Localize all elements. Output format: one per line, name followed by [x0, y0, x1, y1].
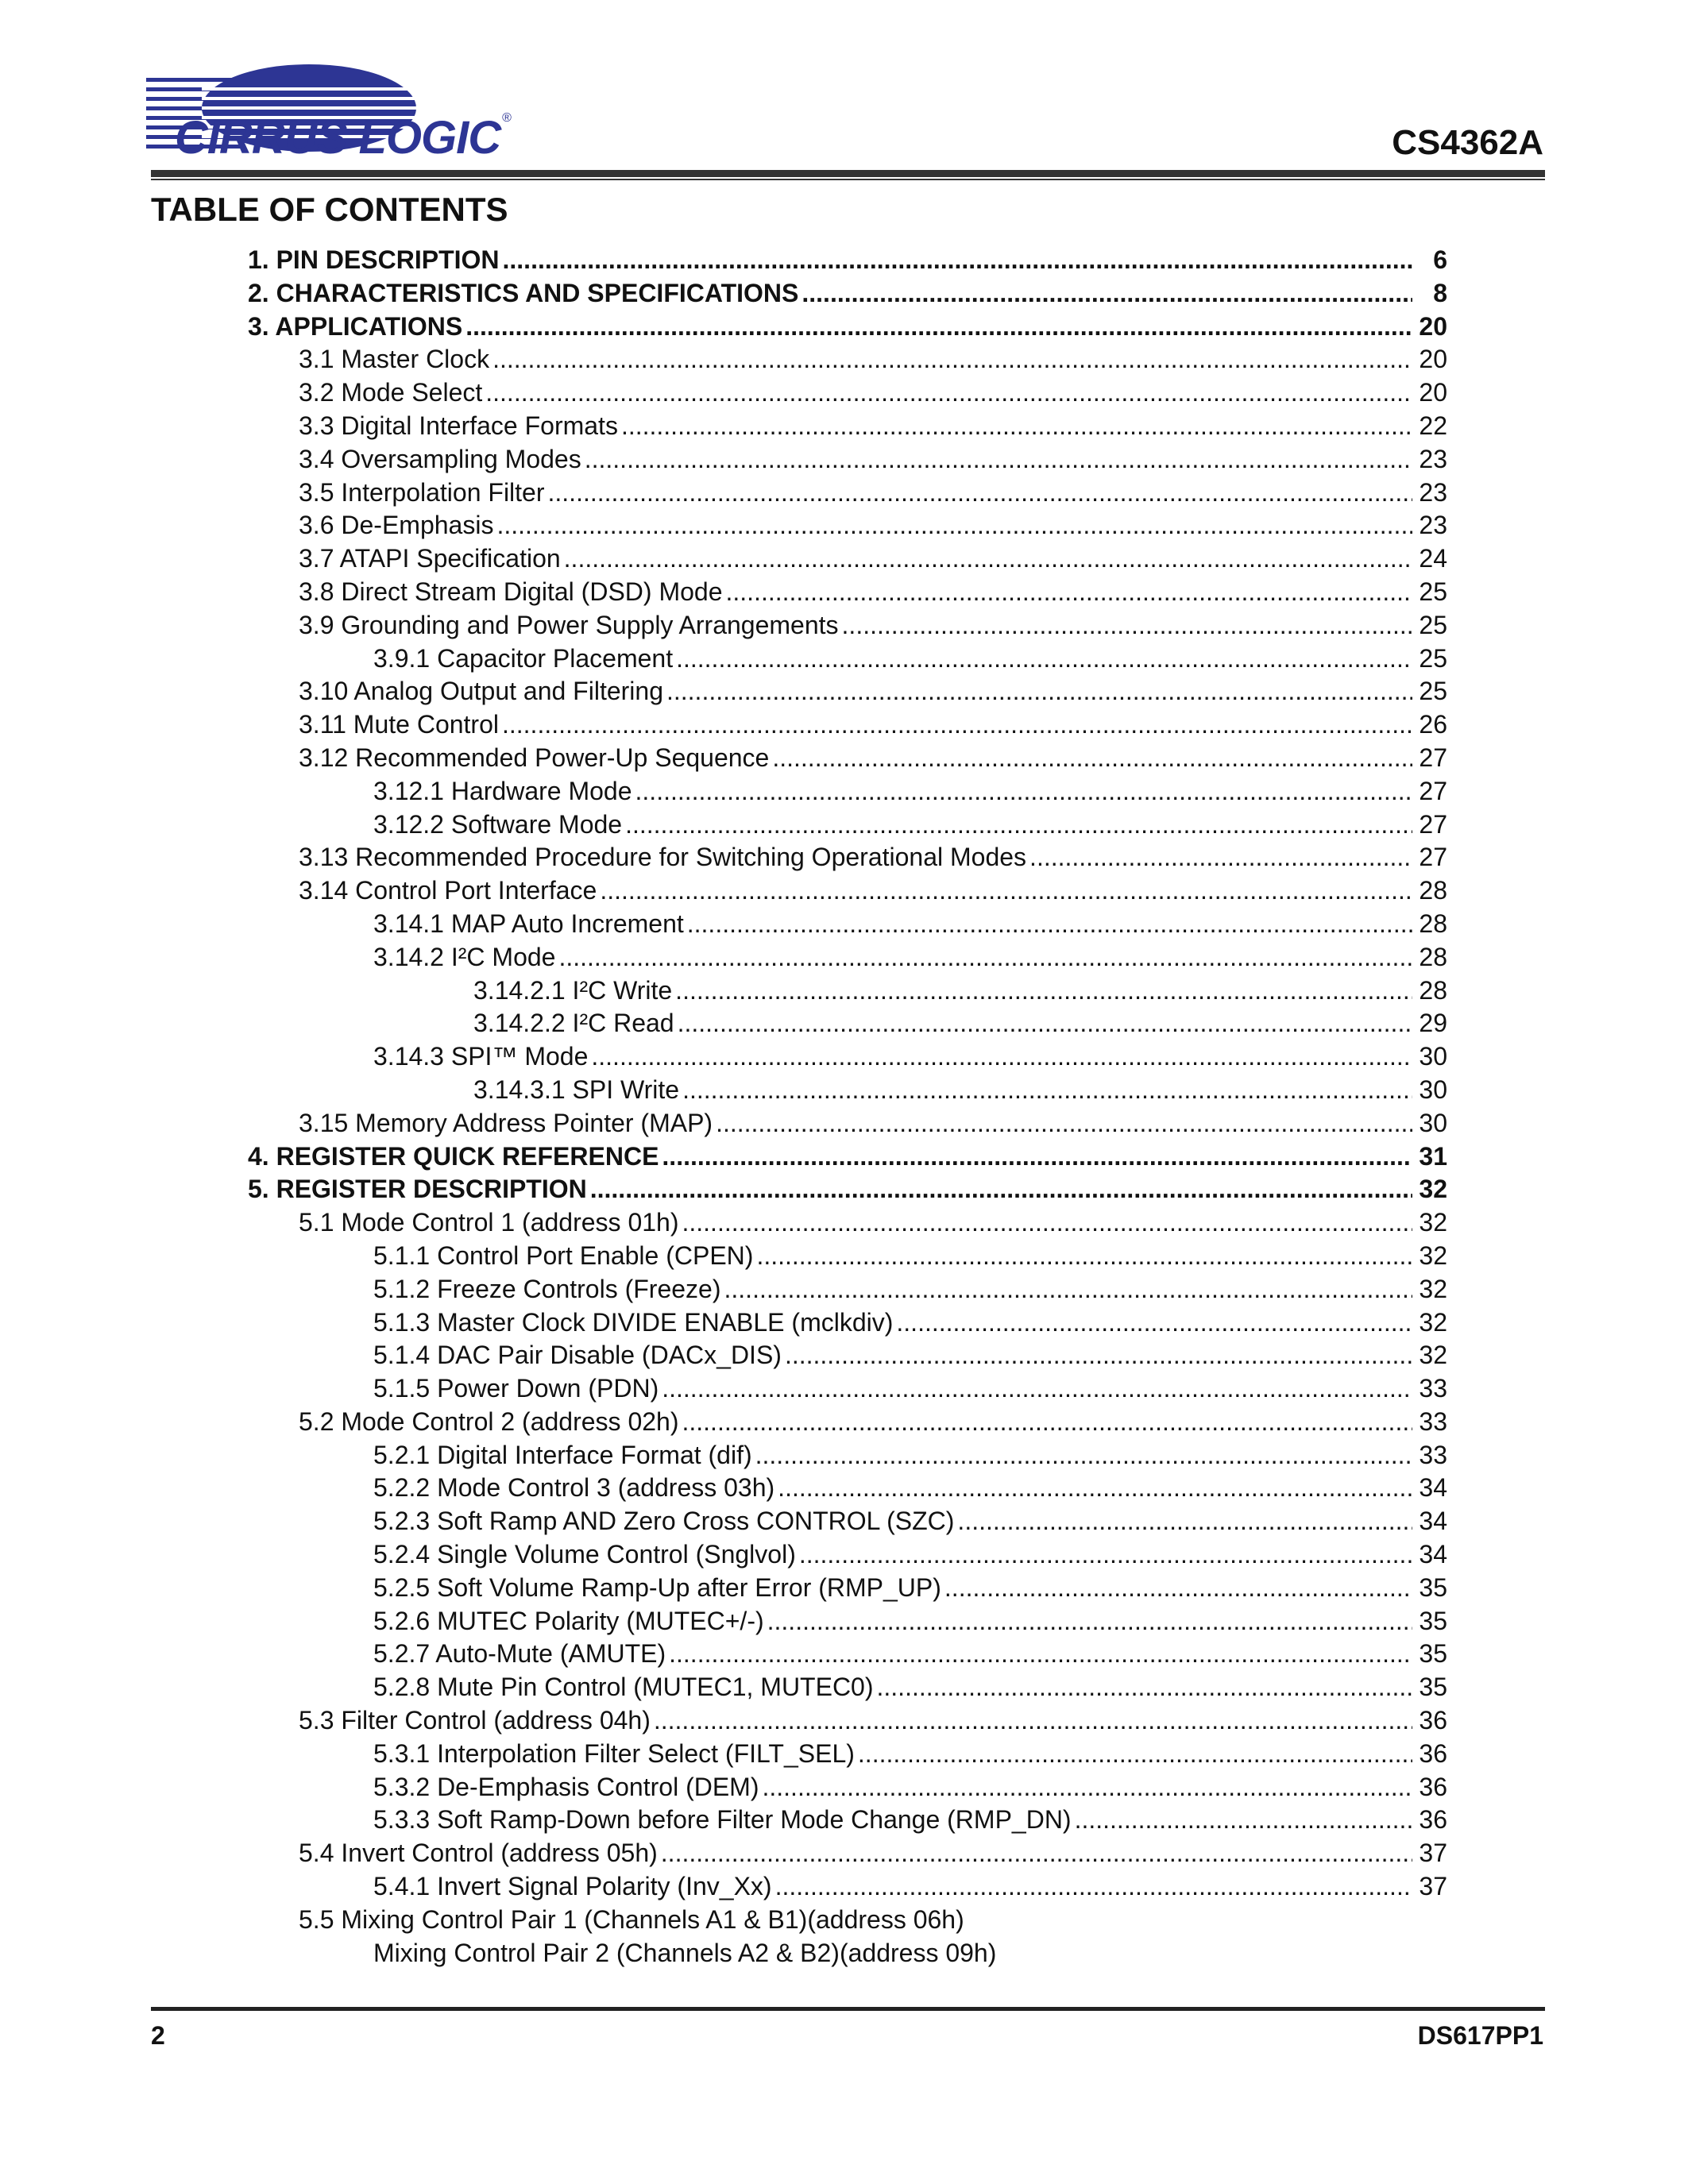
- toc-dot-leader: [591, 1040, 1412, 1074]
- toc-entry[interactable]: [248, 244, 1447, 277]
- toc-entry[interactable]: [248, 1937, 1447, 1970]
- toc-entry[interactable]: [248, 841, 1447, 874]
- toc-entry[interactable]: [248, 1505, 1447, 1538]
- toc-entry-label: 3.9 Grounding and Power Supply Arrangements: [299, 610, 839, 639]
- toc-entry-label: 5.3.2 De-Emphasis Control (DEM): [373, 1772, 759, 1801]
- toc-entry-label: Mixing Control Pair 2 (Channels A2 & B2)(address 09h): [373, 1938, 997, 1967]
- toc-dot-leader: [675, 974, 1412, 1008]
- toc-entry-label: 3.10 Analog Output and Filtering: [299, 677, 663, 706]
- toc-dot-leader: [785, 1339, 1412, 1372]
- toc-entry-label: 3.14.3 SPI™ Mode: [373, 1042, 589, 1071]
- toc-entry[interactable]: [248, 742, 1447, 775]
- toc-entry-page: 35: [1419, 1673, 1447, 1702]
- toc-entry-label: 3.8 Direct Stream Digital (DSD) Mode: [299, 577, 723, 606]
- toc-entry-page: 20: [1419, 345, 1447, 374]
- toc-dot-leader: [558, 941, 1412, 974]
- toc-dot-leader: [682, 1074, 1412, 1107]
- toc-entry-label: 5.2.4 Single Volume Control (Snglvol): [373, 1540, 796, 1569]
- toc-entry[interactable]: [248, 343, 1447, 376]
- toc-entry-label: 3.11 Mute Control: [299, 710, 499, 739]
- toc-entry[interactable]: [248, 311, 1447, 344]
- toc-entry-page: 30: [1419, 1075, 1447, 1104]
- toc-entry-page: 8: [1433, 278, 1447, 307]
- toc-dot-leader: [548, 477, 1413, 510]
- toc-dot-leader: [802, 277, 1412, 311]
- toc-dot-leader: [661, 1837, 1412, 1870]
- toc-entry-page: 28: [1419, 975, 1447, 1005]
- document-id: DS617PP1: [1417, 2021, 1543, 2050]
- toc-entry-label: 3.14.2.2 I²C Read: [473, 1009, 674, 1038]
- toc-entry[interactable]: [248, 1904, 1447, 1937]
- toc-entry[interactable]: [248, 941, 1447, 974]
- toc-entry[interactable]: [248, 1439, 1447, 1472]
- toc-entry[interactable]: [248, 1173, 1447, 1206]
- toc-entry[interactable]: [248, 1074, 1447, 1107]
- header-divider: [151, 170, 1545, 179]
- toc-dot-leader: [778, 1472, 1412, 1505]
- toc-entry-label: 3.2 Mode Select: [299, 378, 483, 407]
- logo-wordmark-text: CIRRUS LOGIC: [175, 112, 501, 164]
- toc-entry[interactable]: [248, 1837, 1447, 1870]
- toc-entry-page: 37: [1419, 1872, 1447, 1901]
- toc-entry-label: 5.4.1 Invert Signal Polarity (Inv_Xx): [373, 1872, 772, 1901]
- toc-entry[interactable]: [248, 1372, 1447, 1406]
- toc-entry-page: 33: [1419, 1406, 1447, 1436]
- toc-entry[interactable]: [248, 874, 1447, 908]
- toc-entry[interactable]: [248, 775, 1447, 808]
- toc-entry-label: 3.6 De-Emphasis: [299, 511, 494, 540]
- registered-mark: ®: [502, 111, 511, 125]
- toc-dot-leader: [716, 1107, 1412, 1140]
- toc-entry[interactable]: [248, 1771, 1447, 1804]
- toc-entry[interactable]: [248, 1572, 1447, 1605]
- toc-entry-page: 6: [1433, 245, 1447, 274]
- toc-dot-leader: [772, 742, 1412, 775]
- toc-entry[interactable]: [248, 277, 1447, 311]
- toc-dot-leader: [858, 1738, 1412, 1771]
- toc-entry-page: 20: [1419, 378, 1447, 407]
- toc-entry-page: 30: [1419, 1042, 1447, 1071]
- toc-entry[interactable]: [248, 443, 1447, 477]
- toc-entry-label: 3.14.2.1 I²C Write: [473, 975, 673, 1005]
- toc-entry-label: 5.1.4 DAC Pair Disable (DACx_DIS): [373, 1341, 782, 1370]
- toc-entry-page: 24: [1419, 544, 1447, 573]
- toc-entry-page: 27: [1419, 776, 1447, 805]
- toc-entry-label: 3. APPLICATIONS: [248, 311, 463, 341]
- toc-dot-leader: [676, 642, 1412, 676]
- toc-dot-leader: [799, 1538, 1412, 1572]
- toc-entry-label: 5.3.3 Soft Ramp-Down before Filter Mode Change (RMP_DN): [373, 1805, 1072, 1835]
- toc-entry-label: 3.14 Control Port Interface: [299, 876, 597, 905]
- toc-entry-page: 31: [1419, 1141, 1447, 1171]
- toc-dot-leader: [625, 808, 1412, 842]
- toc-dot-leader: [682, 1206, 1412, 1240]
- toc-entry-page: 35: [1419, 1606, 1447, 1635]
- toc-entry-label: 5.2 Mode Control 2 (address 02h): [299, 1406, 679, 1436]
- toc-entry-label: 5.5 Mixing Control Pair 1 (Channels A1 & B1)(address 06h): [299, 1904, 964, 1934]
- toc-entry[interactable]: [248, 509, 1447, 542]
- logo-globe-line: [202, 106, 420, 110]
- toc-dot-leader: [600, 874, 1412, 908]
- toc-entry-label: 5.2.1 Digital Interface Format (dif): [373, 1440, 752, 1469]
- toc-dot-leader: [502, 708, 1412, 742]
- toc-dot-leader: [654, 1704, 1412, 1738]
- toc-dot-leader: [590, 1173, 1412, 1206]
- toc-dot-leader: [1029, 841, 1412, 874]
- toc-entry[interactable]: [248, 1538, 1447, 1572]
- toc-dot-leader: [756, 1240, 1412, 1273]
- toc-entry-page: 25: [1419, 643, 1447, 673]
- toc-entry-label: 5.2.5 Soft Volume Ramp-Up after Error (RMP_UP): [373, 1572, 941, 1602]
- toc-entry-page: 32: [1419, 1341, 1447, 1370]
- toc-entry[interactable]: [248, 1738, 1447, 1771]
- logo-globe-line: [202, 87, 408, 91]
- toc-entry[interactable]: [248, 1406, 1447, 1439]
- toc-entry-label: 3.12.2 Software Mode: [373, 809, 623, 839]
- part-number: CS4362A: [1392, 123, 1543, 162]
- toc-entry-page: 23: [1419, 477, 1447, 507]
- logo-wordmark: [175, 111, 511, 164]
- toc-entry-label: 3.14.1 MAP Auto Increment: [373, 909, 684, 938]
- toc-dot-leader: [621, 410, 1412, 443]
- toc-dot-leader: [492, 343, 1412, 376]
- toc-entry-page: 23: [1419, 444, 1447, 473]
- toc-dot-leader: [877, 1671, 1413, 1704]
- toc-entry-page: 22: [1419, 411, 1447, 440]
- toc-entry-page: 25: [1419, 610, 1447, 639]
- toc-dot-leader: [842, 609, 1412, 642]
- toc-dot-leader: [503, 244, 1413, 277]
- toc-dot-leader: [669, 1638, 1412, 1671]
- toc-entry[interactable]: [248, 1704, 1447, 1738]
- toc-entry[interactable]: [248, 974, 1447, 1008]
- footer-divider: [151, 2007, 1545, 2011]
- toc-dot-leader: [585, 443, 1412, 477]
- toc-entry-label: 5.1 Mode Control 1 (address 01h): [299, 1208, 679, 1237]
- toc-entry[interactable]: [248, 1671, 1447, 1704]
- toc-entry-page: 28: [1419, 909, 1447, 938]
- toc-entry[interactable]: [248, 808, 1447, 842]
- toc-entry-label: 4. REGISTER QUICK REFERENCE: [248, 1141, 659, 1171]
- toc-entry-label: 5.2.6 MUTEC Polarity (MUTEC+/-): [373, 1606, 764, 1635]
- toc-entry[interactable]: [248, 609, 1447, 642]
- toc-entry-page: 35: [1419, 1639, 1447, 1669]
- toc-entry-page: 36: [1419, 1805, 1447, 1835]
- toc-entry-label: 3.1 Master Clock: [299, 345, 490, 374]
- toc-dot-leader: [896, 1306, 1412, 1340]
- toc-entry-page: 26: [1419, 710, 1447, 739]
- toc-dot-leader: [662, 1372, 1412, 1406]
- toc-entry-label: 5.4 Invert Control (address 05h): [299, 1839, 658, 1868]
- toc-entry-page: 37: [1419, 1839, 1447, 1868]
- toc-entry[interactable]: [248, 1240, 1447, 1273]
- toc-entry-page: 23: [1419, 511, 1447, 540]
- toc-entry[interactable]: [248, 1306, 1447, 1340]
- toc-entry-page: 30: [1419, 1108, 1447, 1137]
- toc-dot-leader: [767, 1605, 1412, 1638]
- toc-dot-leader: [762, 1771, 1412, 1804]
- toc-entry-label: 3.14.3.1 SPI Write: [473, 1075, 680, 1104]
- toc-entry-label: 3.7 ATAPI Specification: [299, 544, 561, 573]
- toc-dot-leader: [775, 1870, 1412, 1904]
- toc-entry[interactable]: [248, 675, 1447, 708]
- toc-entry-label: 5.1.3 Master Clock DIVIDE ENABLE (mclkdiv): [373, 1307, 894, 1337]
- toc-dot-leader: [1075, 1804, 1412, 1837]
- toc-entry[interactable]: [248, 477, 1447, 510]
- toc-entry[interactable]: [248, 1007, 1447, 1040]
- toc-dot-leader: [662, 1140, 1412, 1174]
- toc-entry[interactable]: [248, 1140, 1447, 1174]
- toc-entry-page: 36: [1419, 1706, 1447, 1735]
- toc-dot-leader: [496, 509, 1412, 542]
- toc-dot-leader: [678, 1007, 1412, 1040]
- toc-entry-label: 5.3 Filter Control (address 04h): [299, 1706, 651, 1735]
- toc-entry-page: 34: [1419, 1473, 1447, 1503]
- toc-entry-label: 5.1.1 Control Port Enable (CPEN): [373, 1241, 754, 1270]
- toc-entry-page: 32: [1419, 1307, 1447, 1337]
- toc-entry[interactable]: [248, 542, 1447, 576]
- toc-entry-page: 25: [1419, 677, 1447, 706]
- toc-entry-label: 1. PIN DESCRIPTION: [248, 245, 500, 274]
- toc-entry[interactable]: [248, 1804, 1447, 1837]
- toc-entry-label: 3.4 Oversampling Modes: [299, 444, 581, 473]
- toc-entry-label: 3.3 Digital Interface Formats: [299, 411, 618, 440]
- toc-dot-leader: [465, 311, 1412, 344]
- toc-entry-page: 35: [1419, 1572, 1447, 1602]
- toc-entry-label: 3.12 Recommended Power-Up Sequence: [299, 743, 770, 772]
- toc-entry-label: 3.13 Recommended Procedure for Switching Operational Modes: [299, 843, 1027, 872]
- toc-entry-label: 5.1.5 Power Down (PDN): [373, 1374, 659, 1403]
- toc-entry[interactable]: [248, 1870, 1447, 1904]
- table-of-contents: [248, 244, 1447, 1970]
- toc-entry-page: 33: [1419, 1374, 1447, 1403]
- toc-entry-page: 34: [1419, 1507, 1447, 1536]
- logo-globe-line: [202, 97, 420, 100]
- toc-entry-page: 27: [1419, 843, 1447, 872]
- toc-dot-leader: [687, 908, 1412, 941]
- toc-entry[interactable]: [248, 1040, 1447, 1074]
- toc-entry-label: 3.14.2 I²C Mode: [373, 942, 556, 971]
- toc-entry-label: 3.15 Memory Address Pointer (MAP): [299, 1108, 713, 1137]
- toc-dot-leader: [944, 1572, 1412, 1605]
- toc-entry-label: 5.2.3 Soft Ramp AND Zero Cross CONTROL (SZC): [373, 1507, 955, 1536]
- toc-entry-page: 25: [1419, 577, 1447, 606]
- toc-entry-page: 28: [1419, 876, 1447, 905]
- toc-entry-label: 3.9.1 Capacitor Placement: [373, 643, 674, 673]
- toc-dot-leader: [725, 576, 1412, 609]
- toc-entry-page: 29: [1419, 1009, 1447, 1038]
- toc-entry-label: 3.12.1 Hardware Mode: [373, 776, 632, 805]
- toc-entry-label: 5.1.2 Freeze Controls (Freeze): [373, 1274, 721, 1303]
- toc-entry[interactable]: [248, 1206, 1447, 1240]
- toc-entry-label: 5. REGISTER DESCRIPTION: [248, 1175, 587, 1204]
- toc-dot-leader: [666, 675, 1412, 708]
- toc-dot-leader: [724, 1273, 1413, 1306]
- toc-entry[interactable]: [248, 376, 1447, 410]
- toc-dot-leader: [957, 1505, 1412, 1538]
- toc-dot-leader: [485, 376, 1412, 410]
- toc-entry[interactable]: [248, 1339, 1447, 1372]
- page-title: TABLE OF CONTENTS: [151, 191, 508, 228]
- toc-entry-label: 5.2.8 Mute Pin Control (MUTEC1, MUTEC0): [373, 1673, 874, 1702]
- toc-entry-page: 28: [1419, 942, 1447, 971]
- toc-entry[interactable]: [248, 908, 1447, 941]
- page-number: 2: [151, 2021, 165, 2050]
- toc-entry-page: 32: [1419, 1208, 1447, 1237]
- toc-entry[interactable]: [248, 1638, 1447, 1671]
- toc-entry[interactable]: [248, 410, 1447, 443]
- toc-entry-page: 36: [1419, 1772, 1447, 1801]
- toc-entry-page: 33: [1419, 1440, 1447, 1469]
- toc-entry-label: 3.5 Interpolation Filter: [299, 477, 545, 507]
- toc-entry-page: 27: [1419, 743, 1447, 772]
- toc-entry-label: 2. CHARACTERISTICS AND SPECIFICATIONS: [248, 278, 799, 307]
- toc-entry[interactable]: [248, 1472, 1447, 1505]
- toc-entry[interactable]: [248, 642, 1447, 676]
- toc-entry-page: 36: [1419, 1738, 1447, 1768]
- toc-dot-leader: [564, 542, 1412, 576]
- toc-entry-page: 32: [1419, 1274, 1447, 1303]
- toc-entry-label: 5.2.2 Mode Control 3 (address 03h): [373, 1473, 775, 1503]
- toc-entry-page: 32: [1419, 1241, 1447, 1270]
- toc-dot-leader: [755, 1439, 1412, 1472]
- toc-entry-label: 5.2.7 Auto-Mute (AMUTE): [373, 1639, 666, 1669]
- toc-entry-page: 34: [1419, 1540, 1447, 1569]
- toc-entry[interactable]: [248, 708, 1447, 742]
- toc-entry-page: 27: [1419, 809, 1447, 839]
- toc-entry-label: 5.3.1 Interpolation Filter Select (FILT_SEL): [373, 1738, 855, 1768]
- toc-entry-page: 32: [1419, 1175, 1447, 1204]
- toc-entry[interactable]: [248, 1107, 1447, 1140]
- toc-entry-page: 20: [1419, 311, 1447, 341]
- toc-entry[interactable]: [248, 1273, 1447, 1306]
- toc-entry[interactable]: [248, 1605, 1447, 1638]
- toc-dot-leader: [682, 1406, 1412, 1439]
- toc-entry[interactable]: [248, 576, 1447, 609]
- toc-dot-leader: [635, 775, 1412, 808]
